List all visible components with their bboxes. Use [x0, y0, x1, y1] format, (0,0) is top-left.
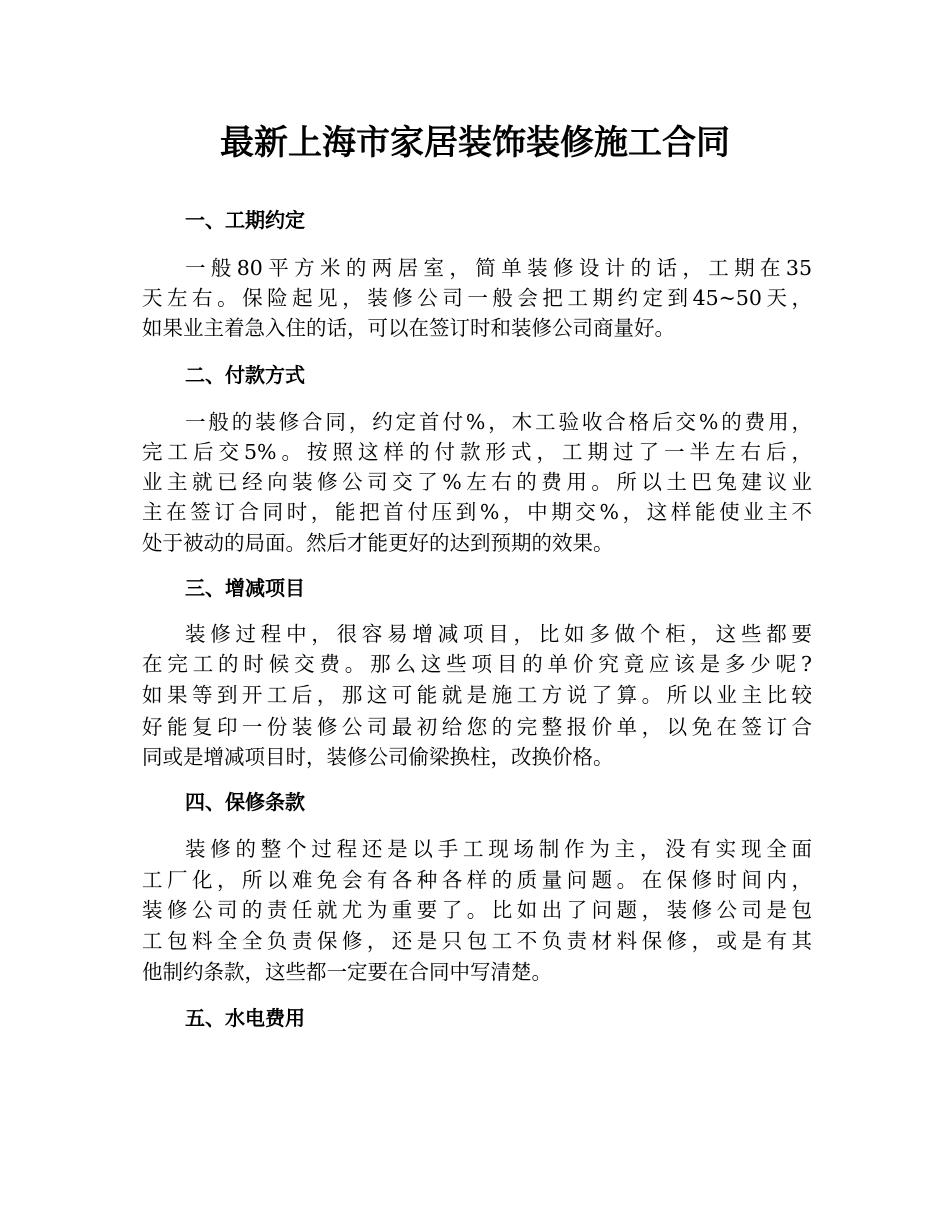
paragraph-line: 工厂化，所以难免会有各种各样的质量问题。在保修时间内，: [142, 868, 812, 892]
paragraph-line: 如果等到开工后，那这可能就是施工方说了算。所以业主比较: [142, 683, 812, 707]
section-heading: 三、增减项目: [185, 576, 305, 600]
paragraph-line: 天左右。保险起见，装修公司一般会把工期约定到45~50天，: [142, 286, 812, 310]
paragraph-line: 完工后交5%。按照这样的付款形式，工期过了一半左右后，: [142, 440, 812, 464]
paragraph-line: 装修的整个过程还是以手工现场制作为主，没有实现全面: [185, 837, 812, 861]
section-heading: 一、工期约定: [185, 208, 305, 232]
paragraph-line: 在完工的时候交费。那么这些项目的单价究竟应该是多少呢?: [142, 652, 812, 676]
section-heading: 四、保修条款: [185, 790, 305, 814]
paragraph-line: 好能复印一份装修公司最初给您的完整报价单，以免在签订合: [142, 715, 812, 739]
paragraph-line: 他制约条款，这些都一定要在合同中写清楚。: [142, 960, 552, 984]
paragraph-line: 如果业主着急入住的话，可以在签订时和装修公司商量好。: [142, 316, 675, 340]
paragraph-line: 一般的装修合同，约定首付%，木工验收合格后交%的费用，: [185, 410, 812, 434]
paragraph-line: 主在签订合同时，能把首付压到%，中期交%，这样能使业主不: [142, 500, 812, 524]
section-heading: 二、付款方式: [185, 363, 305, 387]
paragraph-line: 业主就已经向装修公司交了%左右的费用。所以土巴兔建议业: [142, 470, 812, 494]
paragraph-line: 处于被动的局面。然后才能更好的达到预期的效果。: [142, 531, 614, 555]
document-title: 最新上海市家居装饰装修施工合同: [220, 123, 730, 163]
paragraph-line: 装修过程中，很容易增减项目，比如多做个柜，这些都要: [185, 622, 812, 646]
paragraph-line: 装修公司的责任就尤为重要了。比如出了问题，装修公司是包: [142, 898, 812, 922]
paragraph-line: 工包料全全负责保修，还是只包工不负责材料保修，或是有其: [142, 929, 812, 953]
section-heading: 五、水电费用: [185, 1006, 305, 1030]
paragraph-line: 一般80平方米的两居室，简单装修设计的话，工期在35: [185, 256, 812, 280]
paragraph-line: 同或是增减项目时，装修公司偷梁换柱，改换价格。: [142, 745, 614, 769]
